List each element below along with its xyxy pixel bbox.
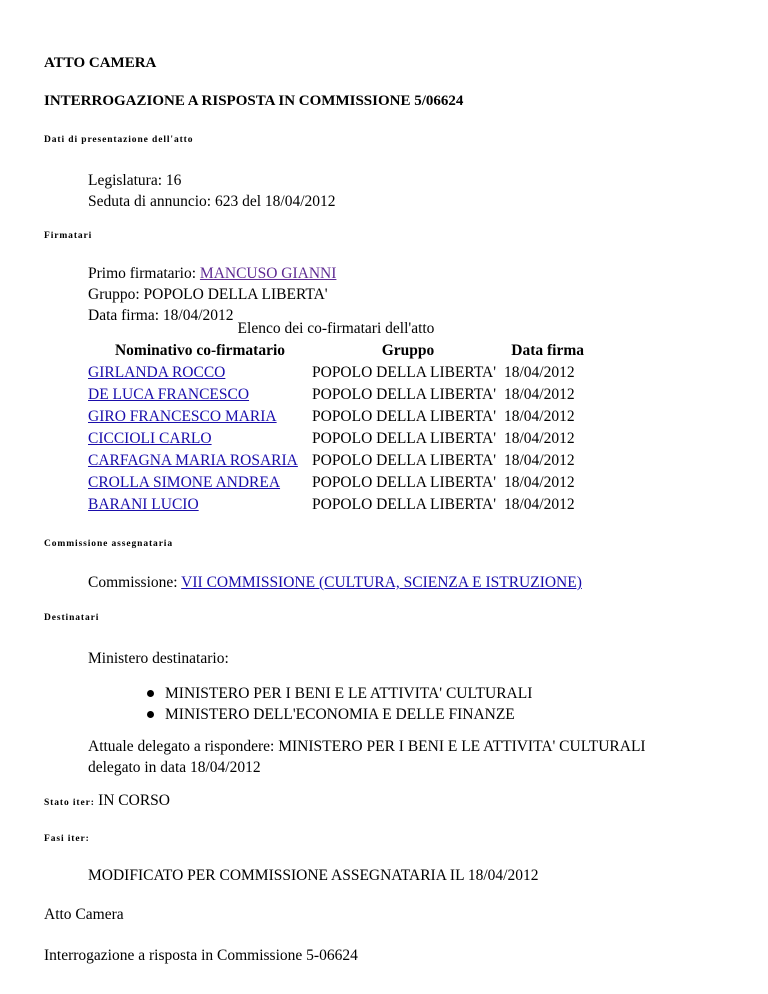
- footer-interrogazione: Interrogazione a risposta in Commissione 5-06624: [44, 947, 358, 964]
- atto-type-heading: ATTO CAMERA: [44, 55, 157, 71]
- table-row: [88, 406, 584, 428]
- cofirmatario-link[interactable]: CROLLA SIMONE ANDREA: [88, 474, 281, 491]
- cofirmatari-table: [88, 340, 584, 516]
- col-header-data: Data firma: [511, 342, 584, 359]
- cofirmatario-data: 18/04/2012: [504, 408, 575, 425]
- primo-firmatario-label: Primo firmatario:: [88, 265, 200, 282]
- list-item: MINISTERO PER I BENI E LE ATTIVITA' CULTURALI: [141, 683, 532, 704]
- table-row: [88, 472, 584, 494]
- legislatura-text: Legislatura: 16: [88, 172, 182, 189]
- col-header-nominativo: Nominativo co-firmatario: [114, 342, 286, 359]
- cofirmatario-gruppo: POPOLO DELLA LIBERTA': [312, 408, 497, 425]
- cofirmatario-link[interactable]: CICCIOLI CARLO: [88, 430, 212, 447]
- table-row: [88, 428, 584, 450]
- cofirmatario-gruppo: POPOLO DELLA LIBERTA': [312, 430, 497, 447]
- cofirmatario-data: 18/04/2012: [504, 386, 575, 403]
- primo-firmatario-line: [88, 263, 336, 285]
- cofirmatario-data: 18/04/2012: [504, 452, 575, 469]
- cofirmatario-data: 18/04/2012: [504, 474, 575, 491]
- stato-iter-value: IN CORSO: [98, 792, 170, 809]
- stato-iter-label: Stato iter:: [44, 798, 99, 808]
- cofirmatario-link[interactable]: BARANI LUCIO: [88, 496, 199, 513]
- section-heading-firmatari: Firmatari: [44, 231, 93, 241]
- cofirmatario-gruppo: POPOLO DELLA LIBERTA': [312, 496, 497, 513]
- fasi-iter-value: MODIFICATO PER COMMISSIONE ASSEGNATARIA IL 18/04/2012: [88, 867, 539, 884]
- delegato-line-1: Attuale delegato a rispondere: MINISTERO PER I BENI E LE ATTIVITA' CULTURALI: [88, 738, 646, 755]
- gruppo-text: Gruppo: POPOLO DELLA LIBERTA': [88, 286, 328, 303]
- primo-firmatario-link[interactable]: MANCUSO GIANNI: [199, 265, 337, 282]
- cofirmatario-data: 18/04/2012: [504, 364, 575, 381]
- page-title: INTERROGAZIONE A RISPOSTA IN COMMISSIONE 5/06624: [44, 93, 464, 109]
- section-heading-presentazione: Dati di presentazione dell'atto: [44, 135, 194, 145]
- commissione-label: Commissione:: [88, 574, 182, 591]
- ministeri-list: [141, 683, 532, 725]
- cofirmatario-link[interactable]: GIRO FRANCESCO MARIA: [88, 408, 277, 425]
- ministero-label: Ministero destinatario:: [88, 650, 229, 667]
- list-item: MINISTERO DELL'ECONOMIA E DELLE FINANZE: [141, 704, 532, 725]
- section-heading-destinatari: Destinatari: [44, 613, 100, 623]
- commissione-link[interactable]: VII COMMISSIONE (CULTURA, SCIENZA E ISTRUZIONE): [181, 574, 582, 591]
- table-row: [88, 494, 584, 516]
- cofirmatario-gruppo: POPOLO DELLA LIBERTA': [312, 474, 497, 491]
- cofirmatario-link[interactable]: CARFAGNA MARIA ROSARIA: [88, 452, 298, 469]
- cofirmatario-data: 18/04/2012: [504, 496, 575, 513]
- stato-iter: [44, 790, 170, 812]
- cofirmatario-gruppo: POPOLO DELLA LIBERTA': [312, 452, 497, 469]
- cofirmatari-caption: Elenco dei co-firmatari dell'atto: [237, 320, 435, 337]
- table-header-row: [88, 340, 584, 362]
- cofirmatario-link[interactable]: DE LUCA FRANCESCO: [88, 386, 250, 403]
- cofirmatario-gruppo: POPOLO DELLA LIBERTA': [312, 386, 497, 403]
- seduta-text: Seduta di annuncio: 623 del 18/04/2012: [88, 193, 336, 210]
- cofirmatario-data: 18/04/2012: [504, 430, 575, 447]
- commissione-line: [88, 572, 582, 594]
- section-heading-commissione: Commissione assegnataria: [44, 539, 173, 549]
- table-row: [88, 450, 584, 472]
- cofirmatario-link[interactable]: GIRLANDA ROCCO: [88, 364, 226, 381]
- table-row: [88, 384, 584, 406]
- delegato-line-2: delegato in data 18/04/2012: [88, 759, 261, 776]
- data-firma-text: Data firma: 18/04/2012: [88, 307, 234, 324]
- footer-atto: Atto Camera: [44, 906, 124, 923]
- cofirmatario-gruppo: POPOLO DELLA LIBERTA': [312, 364, 497, 381]
- fasi-iter-label: Fasi iter:: [44, 834, 90, 844]
- cofirmatari-table-wrap: [88, 318, 584, 516]
- table-row: [88, 362, 584, 384]
- col-header-gruppo: Gruppo: [381, 342, 435, 359]
